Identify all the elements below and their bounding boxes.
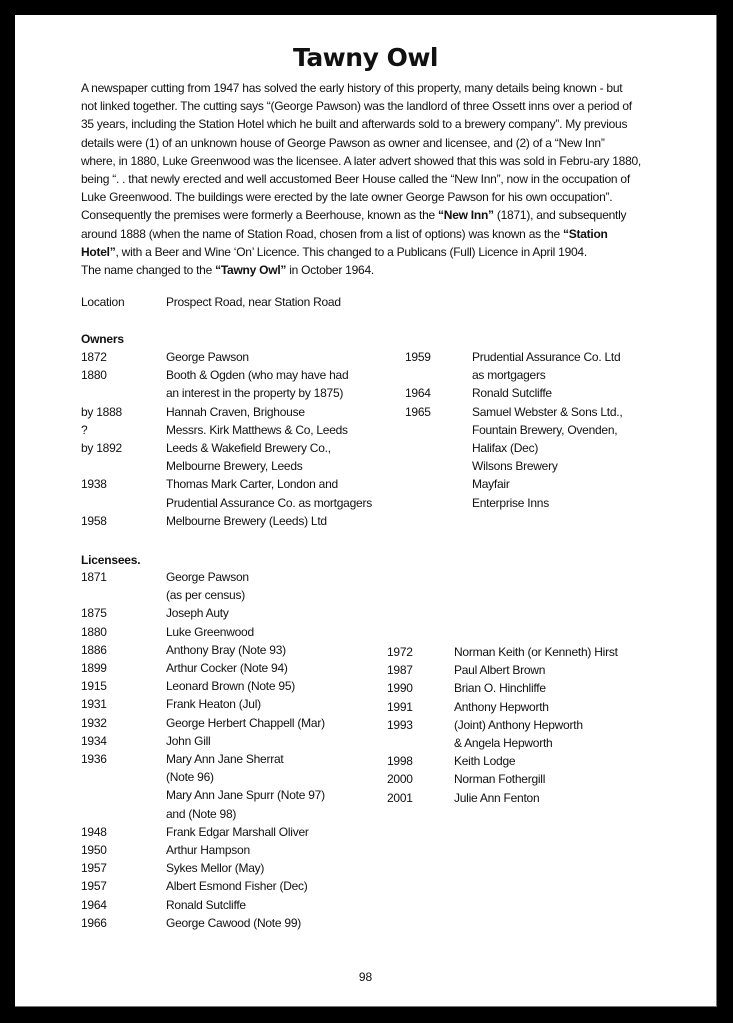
licensee-value: John Gill bbox=[166, 733, 211, 748]
licensee-year: 1899 bbox=[81, 661, 107, 675]
licensee-year: 1950 bbox=[81, 843, 107, 857]
licensee-year: 1991 bbox=[387, 699, 413, 714]
document-page bbox=[15, 15, 717, 1007]
owner-year: 1880 bbox=[81, 368, 107, 383]
location-label: Location bbox=[81, 295, 125, 309]
owner-value: Thomas Mark Carter, London and bbox=[166, 477, 338, 492]
owner-value: Wilsons Brewery bbox=[472, 459, 558, 474]
licensee-value: Paul Albert Brown bbox=[454, 663, 546, 678]
text-run: , with a Beer and Wine ‘On’ Licence. This changed to a Publicans (Full) Licence in April 1904. bbox=[115, 244, 587, 259]
licensee-year: 1998 bbox=[387, 754, 413, 769]
licensee-value: Keith Lodge bbox=[454, 754, 516, 769]
licensee-value: George Cawood (Note 99) bbox=[166, 915, 301, 930]
licensee-value: Ronald Sutcliffe bbox=[166, 897, 246, 912]
bold-name-tawny-owl: “Tawny Owl” bbox=[215, 263, 287, 278]
owner-value: Fountain Brewery, Ovenden, bbox=[472, 422, 618, 437]
owner-value: Booth & Ogden (who may have had bbox=[166, 368, 349, 383]
text-run: in October 1964. bbox=[286, 263, 374, 278]
licensee-year: 1886 bbox=[81, 642, 107, 657]
licensee-year: 1936 bbox=[81, 752, 107, 766]
location-value: Prospect Road, near Station Road bbox=[166, 295, 341, 309]
owner-year: 1872 bbox=[81, 350, 107, 364]
licensee-value: Anthony Hepworth bbox=[454, 699, 549, 714]
licensee-year: 1931 bbox=[81, 697, 107, 712]
licensee-value: Joseph Auty bbox=[166, 606, 229, 621]
licensee-year: 1934 bbox=[81, 733, 107, 748]
licensees-heading: Licensees. bbox=[81, 553, 141, 567]
owner-value: Melbourne Brewery (Leeds) Ltd bbox=[166, 513, 327, 528]
licensee-year: 1993 bbox=[387, 717, 413, 732]
licensee-value: Norman Keith (or Kenneth) Hirst bbox=[454, 645, 618, 659]
licensee-value: Albert Esmond Fisher (Dec) bbox=[166, 879, 308, 894]
licensee-value: Sykes Mellor (May) bbox=[166, 861, 265, 876]
bold-name-station-hotel: “Station Hotel” bbox=[81, 226, 608, 259]
licensee-year: 1987 bbox=[387, 663, 413, 678]
licensee-value: (Note 96) bbox=[166, 770, 214, 785]
owner-year: 1964 bbox=[405, 386, 431, 401]
licensee-value: Brian O. Hinchliffe bbox=[454, 681, 546, 696]
owner-year: by 1892 bbox=[81, 441, 122, 455]
licensee-year: 1915 bbox=[81, 679, 107, 694]
owner-value: Messrs. Kirk Matthews & Co, Leeds bbox=[166, 422, 348, 437]
licensee-value: Frank Heaton (Jul) bbox=[166, 697, 261, 712]
licensee-year: 2001 bbox=[387, 790, 413, 805]
licensee-year: 1932 bbox=[81, 715, 107, 730]
intro-paragraph-2 bbox=[81, 206, 641, 261]
owner-year: 1938 bbox=[81, 477, 107, 492]
licensee-year: 1990 bbox=[387, 681, 413, 696]
licensee-year: 1966 bbox=[81, 915, 107, 930]
licensee-value: (as per census) bbox=[166, 588, 245, 603]
licensee-value: Anthony Bray (Note 93) bbox=[166, 642, 286, 657]
licensee-value: Mary Ann Jane Sherrat bbox=[166, 752, 284, 766]
owner-year: 1958 bbox=[81, 513, 107, 528]
licensee-value: Julie Ann Fenton bbox=[454, 790, 540, 805]
licensee-year: 1957 bbox=[81, 861, 107, 876]
licensee-value: Arthur Hampson bbox=[166, 843, 250, 857]
text-run: The name changed to the bbox=[81, 263, 216, 278]
owner-value: Hannah Craven, Brighouse bbox=[166, 404, 305, 419]
licensee-value: Norman Fothergill bbox=[454, 772, 546, 787]
owner-value: Melbourne Brewery, Leeds bbox=[166, 459, 303, 474]
licensee-value: Frank Edgar Marshall Oliver bbox=[166, 824, 309, 839]
owner-value: Ronald Sutcliffe bbox=[472, 386, 552, 401]
page-title: Tawny Owl bbox=[292, 43, 438, 72]
owner-value: an interest in the property by 1875) bbox=[166, 386, 344, 401]
owner-value: Prudential Assurance Co. as mortgagers bbox=[166, 495, 372, 510]
owner-year: 1965 bbox=[405, 404, 431, 419]
owner-value: Enterprise Inns bbox=[472, 495, 549, 510]
licensee-value: Leonard Brown (Note 95) bbox=[166, 679, 295, 694]
owner-year: by 1888 bbox=[81, 404, 122, 419]
licensee-value: (Joint) Anthony Hepworth bbox=[454, 717, 583, 732]
licensee-year: 2000 bbox=[387, 772, 413, 787]
owners-heading: Owners bbox=[81, 332, 124, 346]
owner-value: as mortgagers bbox=[472, 368, 546, 383]
intro-paragraph-3 bbox=[81, 261, 641, 279]
licensee-year: 1972 bbox=[387, 645, 413, 659]
owner-year: 1959 bbox=[405, 350, 431, 364]
owner-year: ? bbox=[81, 422, 88, 437]
intro-paragraph-1: A newspaper cutting from 1947 has solved the early history of this property, many details being known - but not linked together. The cutting says “(George Pawson) was the landlord of three Ossett inns over a period of 35 years, including the Station Hotel which he built and afterwards sold to a brewery company”. My previous details were (1) of an unknown house of George Pawson as owner and licensee, and (2) of a “New Inn” where, in 1880, Luke Greenwood was the licensee. A later advert showed that this was sold in Febru-ary 1880, being “. . that newly erected and well accustomed Beer House called the “New Inn”, now in the occupation of Luke Greenwood. The buildings were erected by the late owner George Pawson for his own occupation”. bbox=[81, 81, 642, 205]
owner-value: Samuel Webster & Sons Ltd., bbox=[472, 404, 623, 419]
owner-value: Prudential Assurance Co. Ltd bbox=[472, 350, 621, 364]
licensee-year: 1871 bbox=[81, 570, 107, 584]
licensee-year: 1880 bbox=[81, 624, 107, 639]
owner-value: Leeds & Wakefield Brewery Co., bbox=[166, 441, 331, 455]
licensee-value: George Pawson bbox=[166, 570, 249, 584]
licensee-value: & Angela Hepworth bbox=[454, 736, 553, 750]
text-run: Consequently the premises were formerly a Beerhouse, known as the bbox=[81, 208, 439, 223]
owner-value: Halifax (Dec) bbox=[472, 441, 539, 455]
bold-name-new-inn: “New Inn” bbox=[438, 208, 494, 223]
owner-value: Mayfair bbox=[472, 477, 510, 492]
licensee-year: 1875 bbox=[81, 606, 107, 621]
intro-text bbox=[81, 79, 641, 279]
licensee-value: Mary Ann Jane Spurr (Note 97) bbox=[166, 788, 325, 803]
licensee-value: Luke Greenwood bbox=[166, 624, 254, 639]
text-run: (1871), and subsequently around 1888 (when the name of Station Road, chosen from a list of options) was known as the bbox=[81, 208, 627, 241]
licensee-year: 1964 bbox=[81, 897, 107, 912]
licensee-value: and (Note 98) bbox=[166, 806, 237, 821]
page-number: 98 bbox=[358, 970, 373, 984]
licensee-year: 1957 bbox=[81, 879, 107, 894]
licensee-year: 1948 bbox=[81, 824, 107, 839]
licensee-value: Arthur Cocker (Note 94) bbox=[166, 661, 288, 675]
licensee-value: George Herbert Chappell (Mar) bbox=[166, 715, 325, 730]
owner-value: George Pawson bbox=[166, 350, 249, 364]
